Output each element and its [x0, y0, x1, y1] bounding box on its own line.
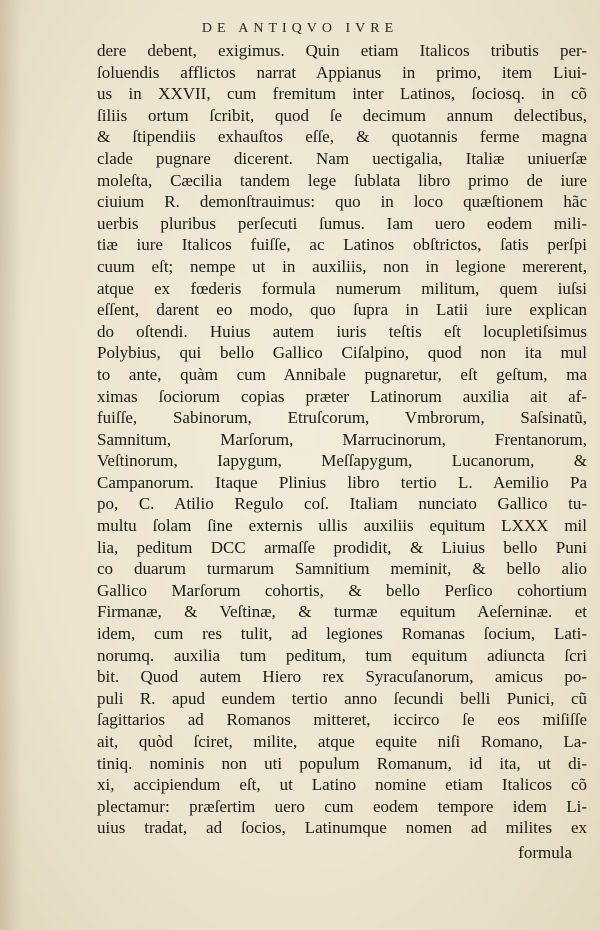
text-line: Samnitum, Marſorum, Marrucinorum, Frentanorum,: [97, 429, 587, 449]
text-line: dere debent, exigimus. Quin etiam Italicos tributis per-: [97, 41, 587, 60]
running-head: DE ANTIQVO IVRE: [201, 21, 399, 36]
text-line: ximas ſociorum copias præter Latinorum auxilia ait af-: [97, 386, 587, 406]
text-line: moleſta, Cæcilia tandem lege ſublata libro primo de iure: [97, 170, 587, 190]
text-line: ſiliis ortum ſcribit, quod ſe decimum annum delectibus,: [97, 105, 587, 125]
text-line: xi, accipiendum eſt, ut Latino nomine etiam Italicos cõ: [97, 775, 587, 795]
text-line: Polybius, qui bello Gallico Ciſalpino, quod non ita mul: [97, 343, 587, 363]
text-line: idem, cum res tulit, ad legiones Romanas ſocium, Lati-: [97, 624, 587, 644]
text-line: uius tradat, ad ſocios, Latinumque nomen ad milites ex: [97, 818, 587, 838]
text-line: do oſtendi. Huius autem iuris teſtis eſt locupletiſsimus: [97, 321, 587, 341]
text-line: uerbis pluribus perſecuti ſumus. Iam uero eodem mili-: [97, 213, 587, 233]
text-line: po, C. Atilio Regulo coſ. Italiam nunciato Gallico tu-: [97, 494, 587, 514]
text-line: lia, peditum DCC armaſſe prodidit, & Liuius bello Puni: [97, 537, 587, 557]
text-line: cuum eſt; nempe ut in auxiliis, non in legione mererent,: [97, 256, 587, 276]
text-line: clade pugnare dicerent. Nam uectigalia, Italiæ uniuerſæ: [97, 148, 587, 168]
text-line: Campanorum. Itaque Plinius libro tertio L. Aemilio Pa: [97, 472, 587, 492]
text-line: multu ſolam ſine externis ullis auxiliis equitum LXXX mil: [97, 516, 587, 536]
text-line: eſſent, darent eo modo, quo ſupra in Latii iure explican: [97, 300, 587, 320]
text-line: atque ex fœderis formula numerum militum, quem iuſsi: [97, 278, 587, 298]
text-line: tiniq. nominis non uti populum Romanum, id ita, ut di-: [97, 753, 587, 773]
text-line: Gallico Marſorum cohortis, & bello Perſico cohortium: [97, 580, 587, 600]
text-line: to ante, quàm cum Annibale pugnaretur, eſt geſtum, ma: [97, 364, 587, 384]
text-line: ait, quòd ſciret, milite, atque equite niſi Romano, La-: [97, 732, 587, 751]
text-line: ciuium R. demonſtrauimus: quo in loco quæſtionem hãc: [97, 192, 587, 212]
text-line: Firmanæ, & Veſtinæ, & turmæ equitum Aeſerninæ. et: [97, 602, 587, 622]
text-line: Veſtinorum, Iapygum, Meſſapygum, Lucanorum, &: [97, 451, 587, 471]
text-line: tiæ iure Italicos fuiſſe, ac Latinos obſtrictos, ſatis perſpi: [97, 235, 587, 255]
body-text: [97, 40, 587, 839]
text-line: bit. Quod autem Hiero rex Syracuſanorum, amicus po-: [97, 667, 587, 687]
text-line: ſagittarios ad Romanos mitteret, iccirco ſe eos miſiſſe: [97, 710, 587, 730]
catchword: formula: [518, 843, 572, 862]
text-line: ſoluendis afflictos narrat Appianus in primo, item Liui-: [97, 62, 587, 82]
text-line: us in XXVII, cum fremitum inter Latinos, ſociosq. in cõ: [97, 84, 587, 104]
text-line: plectamur: præſertim uero cum eodem tempore idem Li-: [97, 796, 587, 816]
text-line: co duarum turmarum Samnitium meminit, & bello alio: [97, 559, 587, 579]
text-line: fuiſſe, Sabinorum, Etruſcorum, Vmbrorum, Saſsinatũ,: [97, 408, 587, 428]
text-line: & ſtipendiis exhauſtos eſſe, & quotannis ferme magna: [97, 127, 587, 147]
text-line: puli R. apud eundem tertio anno ſecundi belli Punici, cũ: [97, 688, 587, 708]
text-line: norumq. auxilia tum peditum, tum equitum adiuncta ſcri: [97, 645, 587, 665]
